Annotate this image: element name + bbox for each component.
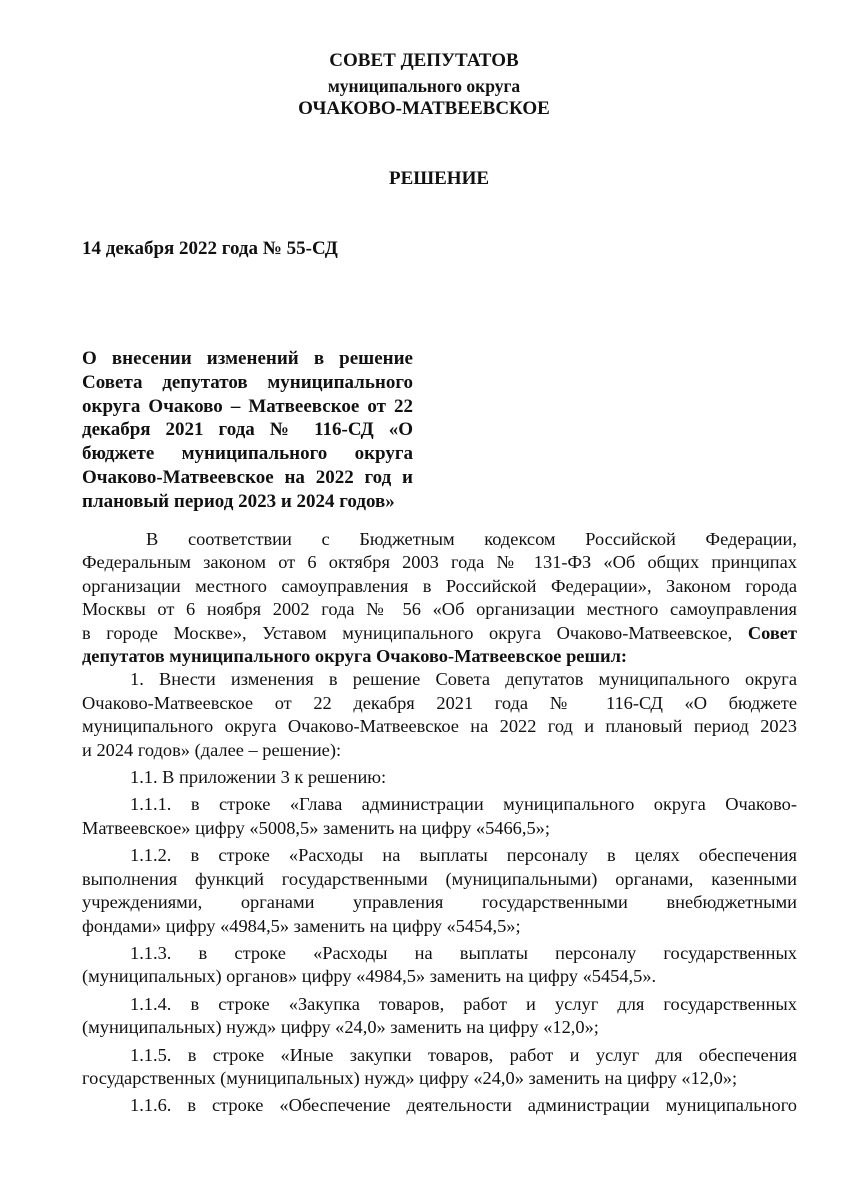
body-line — [82, 645, 797, 668]
body-line: учреждениями, органами управления государственными внебюджетными — [82, 892, 797, 913]
body-line: 1.1.2. в строке «Расходы на выплаты персоналу в целях обеспечения — [130, 845, 797, 866]
body-line: фондами» цифру «4984,5» заменить на цифру «5454,5»; — [82, 915, 521, 936]
item-1-1-5 — [82, 1044, 797, 1091]
body-line: В соответствии с Бюджетным кодексом Российской Федерации, — [146, 529, 797, 549]
body-line: Москвы от 6 ноября 2002 года № 56 «Об организации местного самоуправления — [82, 599, 797, 620]
body-line: (муниципальных) органов» цифру «4984,5» заменить на цифру «5454,5». — [82, 966, 657, 987]
subject-line: декабря 2021 года № 116-СД «О — [82, 419, 413, 441]
body-line: муниципального округа Очаково-Матвеевское на 2022 год и плановый период 2023 — [82, 716, 797, 737]
org-name: ОЧАКОВО-МАТВЕЕВСКОЕ — [298, 98, 550, 119]
item-1-1 — [82, 766, 797, 789]
bold-text: Совет — [747, 622, 797, 643]
item-1-1-4 — [82, 993, 797, 1040]
document-type: РЕШЕНИЕ — [388, 168, 490, 189]
body-line: Федеральным законом от 6 октября 2003 года № 131-ФЗ «Об общих принципах — [82, 552, 797, 573]
org-subtitle: муниципального округа — [327, 76, 521, 96]
org-title: СОВЕТ ДЕПУТАТОВ — [329, 50, 519, 71]
subject-line: округа Очаково – Матвеевское от 22 — [82, 395, 413, 417]
body-line: Очаково-Матвеевское от 22 декабря 2021 года № 116-СД «О бюджете — [82, 692, 797, 713]
item-1-1-2 — [82, 844, 797, 938]
document-body — [82, 528, 797, 1118]
subject-line: плановый период 2023 и 2024 годов» — [82, 490, 395, 512]
body-line: и 2024 годов» (далее – решение): — [82, 739, 342, 760]
subject-line: бюджете муниципального округа — [82, 443, 413, 465]
body-line: выполнения функций государственными (муниципальными) органами, казенными — [82, 868, 797, 889]
preamble — [82, 528, 797, 668]
subject-line: О внесении изменений в решение — [82, 348, 413, 369]
body-line: 1.1.4. в строке «Закупка товаров, работ и услуг для государственных — [130, 993, 797, 1014]
body-line: государственных (муниципальных) нужд» цифру «24,0» заменить на цифру «12,0»; — [82, 1067, 738, 1088]
body-line: 1.1.3. в строке «Расходы на выплаты персоналу государственных — [130, 942, 797, 963]
item-1 — [82, 668, 797, 762]
body-line: 1.1.5. в строке «Иные закупки товаров, работ и услуг для обеспечения — [130, 1044, 797, 1065]
body-line: 1.1. В приложении 3 к решению: — [130, 767, 387, 788]
item-1-1-1 — [82, 793, 797, 840]
body-line: 1. Внести изменения в решение Совета депутатов муниципального округа — [130, 669, 797, 690]
body-line — [82, 622, 797, 645]
body-text: в городе Москве», Уставом муниципального округа Очаково-Матвеевское, — [82, 622, 733, 643]
document-subject — [82, 347, 413, 514]
subject-line: Совета депутатов муниципального — [82, 371, 413, 393]
subject-line: Очаково-Матвеевское на 2022 год и — [82, 466, 413, 488]
body-line: Матвеевское» цифру «5008,5» заменить на цифру «5466,5»; — [82, 817, 550, 838]
item-1-1-3 — [82, 942, 797, 989]
item-1-1-6 — [82, 1094, 797, 1117]
body-line: организации местного самоуправления в Российской Федерации», Законом города — [82, 575, 797, 596]
document-date-number: 14 декабря 2022 года № 55-СД — [82, 238, 338, 259]
body-line: (муниципальных) нужд» цифру «24,0» заменить на цифру «12,0»; — [82, 1017, 599, 1038]
body-line: 1.1.1. в строке «Глава администрации муниципального округа Очаково- — [130, 794, 797, 815]
body-line: 1.1.6. в строке «Обеспечение деятельности администрации муниципального — [130, 1095, 797, 1116]
bold-text: депутатов муниципального округа Очаково-Матвеевское решил: — [82, 646, 628, 667]
